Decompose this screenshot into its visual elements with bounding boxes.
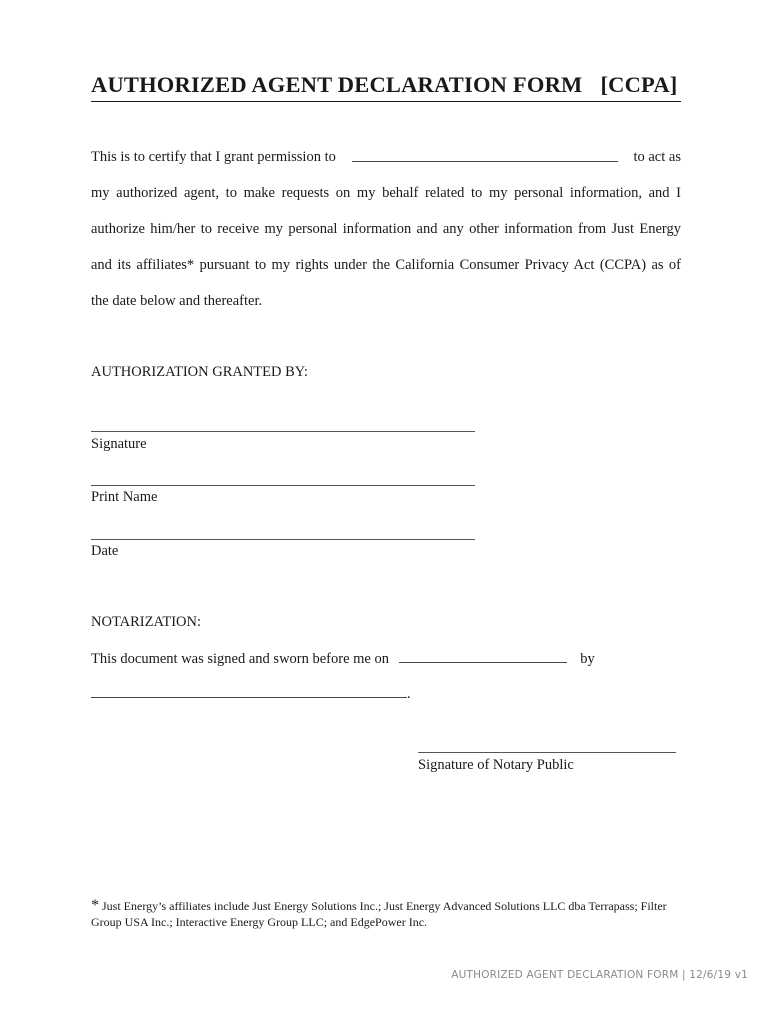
notary-signature-field[interactable]: [418, 752, 676, 753]
notarization-name-line: [91, 684, 681, 703]
certification-line-5: the date below and thereafter.: [91, 293, 263, 309]
date-field[interactable]: [91, 539, 475, 540]
page-title: [91, 72, 681, 102]
print-name-field[interactable]: [91, 485, 475, 486]
agent-name-field[interactable]: [352, 148, 618, 162]
certification-line-2: my authorized agent, to make requests on my behalf related to my personal information, and I: [91, 185, 681, 201]
affiliates-footnote: [91, 898, 691, 930]
sworn-by-name-field[interactable]: [91, 684, 407, 698]
signature-field[interactable]: [91, 431, 475, 432]
print-name-label: Print Name: [91, 489, 158, 505]
certification-line-4: and its affiliates* pursuant to my rights under the California Consumer Privacy Act (CCPA) as of: [91, 257, 681, 273]
signature-label: Signature: [91, 436, 147, 452]
date-label: Date: [91, 543, 119, 559]
certify-text: This is to certify that I grant permission to: [91, 149, 336, 165]
notary-signature-label: Signature of Notary Public: [418, 757, 574, 773]
notarization-sworn-line: [91, 649, 681, 668]
footnote-text: Just Energy’s affiliates include Just Energy Solutions Inc.; Just Energy Advanced Solutions LLC dba Terrapass; Filter Group USA Inc.; Interactive Energy Group LLC; and EdgePower Inc.: [91, 899, 667, 929]
authorization-heading: AUTHORIZATION GRANTED BY:: [91, 364, 308, 380]
certification-line-1: [91, 148, 681, 166]
act-as-text: to act as: [633, 149, 681, 165]
sworn-text: This document was signed and sworn before me on: [91, 651, 389, 667]
by-text: by: [580, 651, 595, 667]
footnote-asterisk: *: [91, 897, 99, 914]
sworn-date-field[interactable]: [399, 649, 567, 663]
title-text: AUTHORIZED AGENT DECLARATION FORM: [91, 72, 583, 97]
notarization-heading: NOTARIZATION:: [91, 614, 201, 630]
title-tag: [CCPA]: [600, 72, 678, 97]
certification-line-3: authorize him/her to receive my personal information and any other information from Just Energy: [91, 221, 681, 237]
page-footer: AUTHORIZED AGENT DECLARATION FORM | 12/6/19 v1: [451, 969, 748, 981]
period-text: .: [407, 686, 411, 702]
